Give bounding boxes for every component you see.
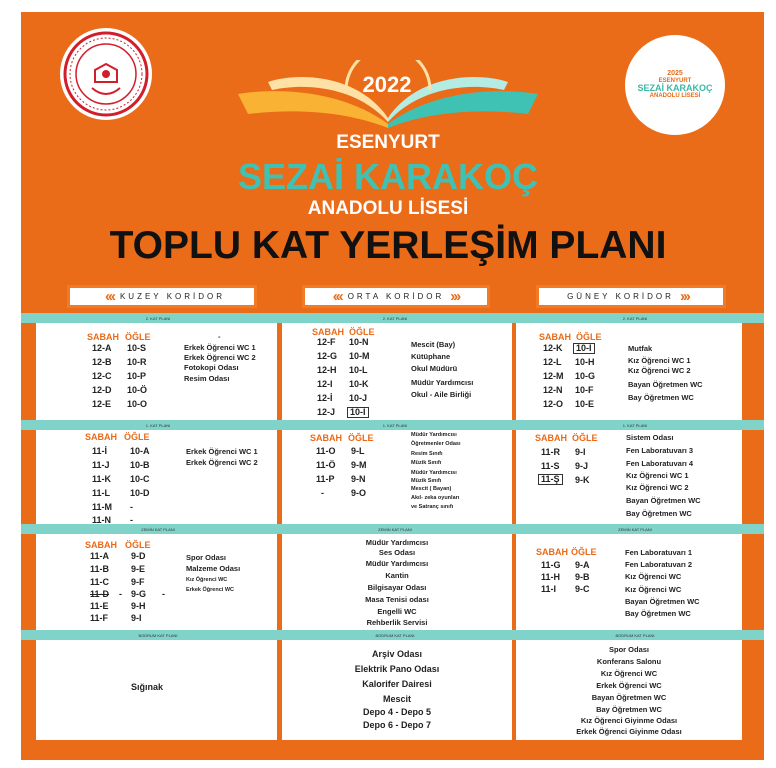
floor-label: 2. KAT PLANI [382,316,408,321]
class-cell: 11-M [92,502,113,512]
class-cell: 10-C [130,474,150,484]
col-header-sabah: SABAH [536,547,569,557]
room-label: Depo 4 - Depo 5 [362,707,431,717]
class-cell: 10-K [349,379,369,389]
room-label: Rehberlik Servisi [366,618,428,627]
col-header-ogle: ÖĞLE [349,327,375,337]
class-cell: 10-H [575,357,595,367]
class-cell: 9-E [131,564,146,574]
room-label: Kütüphane [411,352,451,361]
badge-school-type: ANADOLU LİSESİ [649,93,701,100]
col-header-ogle: ÖĞLE [571,547,597,557]
class-cell: 10-G [575,371,596,381]
room-label: Arşiv Odası [371,649,423,659]
room-label: Bayan Öğretmen WC [625,597,700,606]
class-cell: 11-E [90,601,109,611]
room-label: Öğretmenler Odası [411,441,461,447]
class-cell: 9-I [131,613,142,623]
chevrons-right-icon: ››› [450,288,460,305]
ministry-seal-logo [60,28,152,120]
col-header-ogle: ÖĞLE [125,332,151,342]
floor-label: BODRUM KAT PLANI [615,633,655,638]
room-label: Mescit ( Bayan) [411,486,452,492]
room-label: Erkek Öğrenci WC 1 [184,343,256,352]
class-cell: 12-A [92,343,112,353]
room-label: Erkek Öğrenci WC 1 [186,447,258,456]
col-header-ogle: ÖĞLE [572,433,598,443]
room-label: Ses Odası [378,548,416,557]
room-label: Kalorifer Dairesi [362,679,432,689]
floor-label: 1. KAT PLANI [145,423,171,428]
class-cell: 9-C [575,584,590,594]
class-cell: 11-D [90,589,110,599]
floor-label: 1. KAT PLANI [622,423,648,428]
class-cell: 11-H [541,572,561,582]
room-label: Müdür Yardımcısı [411,432,457,438]
class-cell: 12-C [92,371,112,381]
room-label: Akıl- zeka oyunları [411,495,460,501]
col-header-ogle: ÖĞLE [348,433,374,443]
room-label: Resim Odası [184,374,230,383]
corridor-guney [536,285,726,308]
class-cell: 10-O [127,399,148,409]
room-label: Kız Öğrenci WC 1 [628,356,691,365]
class-cell: 9-D [131,551,146,561]
class-cell-boxed: 10-İ [347,407,369,418]
class-cell: 9-F [131,577,145,587]
floor-label: 2. KAT PLANI [145,316,171,321]
room-label: Müzik Sınıfı [411,478,442,484]
class-cell: 11-G [541,560,561,570]
chevrons-left-icon: ‹‹‹ [332,288,342,305]
room-label: Kantin [385,571,409,580]
class-cell: 12-N [543,385,563,395]
col-header-ogle: ÖĞLE [125,540,151,550]
room-label: Müdür Yardımcısı [411,470,457,476]
class-cell: 12-K [543,343,563,353]
room-label: Masa Tenisi odası [365,595,429,604]
header-year: 2022 [362,72,412,97]
class-cell-boxed: 10-I [573,343,595,354]
class-cell: 11-P [316,474,335,484]
room-label: Erkek Öğrenci Giyinme Odası [576,727,682,736]
class-cell: 12-H [317,365,337,375]
class-cell: 9-K [575,475,590,485]
floor-label: ZEMİN KAT PLANI [378,527,412,532]
class-cell: 10-S [127,343,147,353]
room-label: Bayan Öğretmen WC [591,693,667,702]
room-label: Depo 6 - Depo 7 [362,720,431,730]
room-label: Kız Öğrenci WC [625,585,682,594]
class-cell: 10-J [349,393,368,403]
class-cell: 12-M [543,371,564,381]
class-cell: 11-L [92,488,111,498]
chevrons-right-icon: ››› [679,288,689,305]
class-cell: 11-C [90,577,110,587]
room-label: Erkek Öğrenci WC [596,681,662,690]
class-cell: 9-I [575,447,586,457]
class-cell: 11-İ [92,446,108,456]
class-cell: 11-F [90,613,109,623]
col-header-sabah: SABAH [539,332,572,342]
class-cell: 11-R [541,447,561,457]
col-header-sabah: SABAH [87,332,120,342]
room-label: Resim Sınıfı [411,451,443,457]
room-label: Fotokopi Odası [184,363,239,372]
class-cell: 12-E [92,399,112,409]
col-header-sabah: SABAH [85,540,118,550]
class-cell: 12-G [317,351,338,361]
floor-label: ZEMİN KAT PLANI [618,527,652,532]
dash-mark: - [162,589,165,599]
room-label: Sistem Odası [626,433,674,442]
floor-label: BODRUM KAT PLANI [138,633,178,638]
class-cell: 10-R [127,357,147,367]
chevrons-left-icon: ‹‹‹ [104,288,114,305]
room-label: Kız Öğrenci WC 2 [626,483,689,492]
col-header-ogle: ÖĞLE [576,332,602,342]
room-label: Okul Müdürü [411,364,458,373]
class-cell: 9-O [351,488,367,498]
room-label: Erkek Öğrenci WC 2 [184,353,256,362]
class-cell: 11-S [541,461,560,471]
class-cell: 9-L [351,446,365,456]
class-cell: 9-H [131,601,146,611]
class-cell: 12-I [317,379,333,389]
room-label: Bilgisayar Odası [367,583,427,592]
class-cell: 12-J [317,407,336,417]
class-cell: 10-P [127,371,147,381]
room-label: Mescit [382,694,411,704]
room-label: Malzeme Odası [186,564,241,573]
class-cell: - [130,515,133,525]
corridor-orta-label: ORTA KORİDOR [347,292,445,301]
floor-label: BODRUM KAT PLANI [375,633,415,638]
class-cell: 9-G [131,589,147,599]
room-label: Bayan Öğretmen WC [626,496,701,505]
class-cell: 9-B [575,572,590,582]
room-label: Konferans Salonu [596,657,662,666]
class-cell: 10-B [130,460,150,470]
room-label: Kız Öğrenci WC [625,572,682,581]
room-label: Fen Laboratuvarı 3 [626,446,694,455]
room-label: Fen Laboratuvarı 1 [625,548,693,557]
room-label: Müdür Yardımcısı [365,559,429,568]
col-header-sabah: SABAH [312,327,345,337]
room-label: Müdür Yardımcısı [411,378,474,387]
floor-label: 1. KAT PLANI [382,423,408,428]
class-cell: 10-N [349,337,369,347]
class-cell: 11-J [92,460,110,470]
class-cell: 12-F [317,337,336,347]
class-cell: 11-K [92,474,112,484]
corridor-kuzey-label: KUZEY KORİDOR [119,292,226,301]
header-school-type: ANADOLU LİSESİ [307,198,469,219]
class-cell: 11-B [90,564,110,574]
class-cell: 11-N [92,515,112,525]
badge-city: ESENYURT [658,77,692,84]
room-label: Fen Laboratuvarı 4 [626,459,694,468]
col-header-sabah: SABAH [535,433,568,443]
room-label: Engelli WC [377,607,417,616]
class-cell: - [130,502,133,512]
room-label: Kız Öğrenci WC 1 [626,471,689,480]
col-header-sabah: SABAH [85,432,118,442]
class-cell: 12-O [543,399,564,409]
room-label: Bay Öğretmen WC [628,393,694,402]
room-label: Spor Odası [186,553,227,562]
class-cell: 11-A [90,551,110,561]
class-cell: 12-İ [317,393,333,403]
class-cell: 11-I [541,584,557,594]
class-cell: 9-J [575,461,589,471]
floor-label: ZEMİN KAT PLANI [141,527,175,532]
badge-year: 2025 [667,70,683,78]
room-label: - [218,332,221,341]
room-label: Kız Öğrenci Giyinme Odası [580,716,678,725]
room-label: ve Satranç sınıfı [411,504,454,510]
header-city: ESENYURT [336,132,440,153]
school-logo-badge [625,35,725,135]
room-label: Fen Laboratuvarı 2 [625,560,693,569]
class-cell: 9-A [575,560,590,570]
class-cell: 9-N [351,474,366,484]
class-cell: 12-B [92,357,112,367]
page-title: TOPLU KAT YERLEŞİM PLANI [109,224,667,267]
room-label: Erkek Öğrenci WC [186,587,234,593]
col-header-sabah: SABAH [310,433,343,443]
room-label: Spor Odası [608,645,649,654]
room-label: Müzik Sınıfı [411,460,442,466]
class-cell: - [321,488,324,498]
class-cell: 9-M [351,460,367,470]
room-label: Kız Öğrenci WC 2 [628,366,691,375]
room-label: Okul - Aile Birliği [411,390,472,399]
class-cell: 10-E [575,399,595,409]
class-cell: 10-M [349,351,370,361]
class-cell: 10-F [575,385,594,395]
class-cell: 10-D [130,488,150,498]
class-cell: 12-D [92,385,112,395]
corridor-guney-label: GÜNEY KORİDOR [567,292,674,301]
room-label: Erkek Öğrenci WC 2 [186,458,258,467]
room-label: Bayan Öğretmen WC [628,380,703,389]
room-label: Bay Öğretmen WC [626,509,692,518]
dash-mark: - [119,589,122,599]
corridor-orta [302,285,490,308]
class-cell: 10-L [349,365,368,375]
room-label: Mescit (Bay) [411,340,456,349]
room-label: Bay Öğretmen WC [625,609,691,618]
class-cell-boxed: 11-Ş [538,474,563,485]
corridor-kuzey [67,285,257,308]
class-cell: 12-L [543,357,562,367]
class-cell: 10-A [130,446,150,456]
class-cell: 11-Ö [316,460,336,470]
room-label: Kız Öğrenci WC [186,577,228,583]
room-label: Elektrik Pano Odası [354,664,440,674]
room-label: Kız Öğrenci WC [600,669,658,678]
header-school-name: SEZAİ KARAKOÇ [237,156,538,197]
room-label: Bay Öğretmen WC [596,705,662,714]
room-label: Sığınak [131,682,164,692]
floor-label: 2. KAT PLANI [622,316,648,321]
room-label: Müdür Yardımcısı [365,538,429,547]
class-cell: 10-Ö [127,385,148,395]
col-header-ogle: ÖĞLE [124,432,150,442]
room-label: Mutfak [628,344,653,353]
badge-school: SEZAİ KARAKOÇ [637,82,713,93]
class-cell: 11-O [316,446,336,456]
